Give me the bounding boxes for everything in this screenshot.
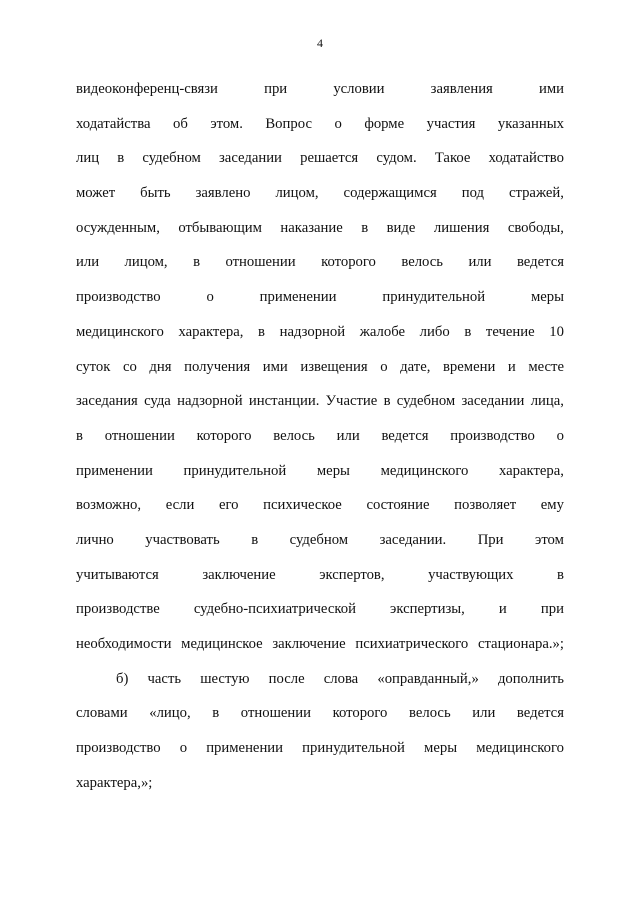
word: лично xyxy=(76,531,114,548)
word: принудительной xyxy=(382,289,486,306)
word: характера, xyxy=(178,323,244,340)
word: о xyxy=(206,289,214,306)
text-line xyxy=(76,211,564,246)
word: быть xyxy=(140,185,171,202)
word: При xyxy=(477,531,504,548)
word: или xyxy=(472,705,496,722)
word: в xyxy=(361,219,369,236)
word: велось xyxy=(409,705,451,722)
word: судебно-психиатрической xyxy=(193,601,356,618)
word: под xyxy=(461,185,484,202)
word: ему xyxy=(540,497,564,514)
word: принудительной xyxy=(183,462,287,479)
word: применении xyxy=(76,462,153,479)
word: заявления xyxy=(430,81,493,97)
word: велось xyxy=(401,254,443,271)
word: в xyxy=(258,323,265,340)
word: его xyxy=(218,497,239,514)
word: надзорной xyxy=(177,393,243,410)
word: учитываются xyxy=(76,566,159,583)
word: извещения xyxy=(300,358,368,375)
word: производство xyxy=(76,289,161,306)
word: 10 xyxy=(549,323,564,340)
word: меры xyxy=(530,289,564,306)
word: или xyxy=(336,427,360,444)
word: ведется xyxy=(516,254,564,271)
word: психиатрического xyxy=(355,636,469,652)
word: ходатайство xyxy=(488,150,564,167)
word: дня xyxy=(149,358,172,375)
word: ведется xyxy=(516,705,564,722)
word: состояние xyxy=(366,497,430,514)
word: этом. xyxy=(210,115,243,132)
word: судебном xyxy=(289,531,349,548)
word: форме xyxy=(364,115,405,132)
word: психическое xyxy=(263,497,342,514)
word: о xyxy=(334,115,342,132)
word: судебном xyxy=(396,393,456,410)
word: б) xyxy=(116,670,129,687)
word: заседании xyxy=(461,393,525,410)
word: ими xyxy=(262,358,288,375)
text-line xyxy=(76,107,564,142)
word: возможно, xyxy=(76,497,142,514)
text-line xyxy=(76,592,564,627)
word: о xyxy=(179,740,188,757)
word: указанных xyxy=(497,115,564,132)
word: со xyxy=(122,358,137,375)
word: либо xyxy=(419,323,450,340)
word: этом xyxy=(535,531,564,548)
word: виде xyxy=(386,219,416,236)
page-number: 4 xyxy=(317,36,323,50)
word: экспертизы, xyxy=(390,601,465,618)
word: отбывающим xyxy=(178,219,262,236)
word: заявлено xyxy=(195,185,251,202)
word: судом. xyxy=(376,150,417,167)
word: характера, xyxy=(499,462,564,479)
word: если xyxy=(165,497,195,514)
word: дате, xyxy=(400,358,431,375)
word: в xyxy=(383,393,391,410)
word: которого xyxy=(196,427,252,444)
word: свободы, xyxy=(507,219,564,236)
word: в xyxy=(117,150,125,167)
text-line xyxy=(76,696,564,731)
text-line xyxy=(76,141,564,176)
word: лиц xyxy=(76,150,100,167)
word: ведется xyxy=(381,427,429,444)
text-line xyxy=(76,280,564,315)
word: экспертов, xyxy=(319,566,385,583)
word: применении xyxy=(206,740,284,757)
text-line xyxy=(76,523,564,558)
word: меры xyxy=(316,462,350,479)
word: получения xyxy=(184,358,251,375)
word: решается xyxy=(300,150,359,167)
word: медицинского xyxy=(476,740,564,757)
word: времени xyxy=(442,358,496,375)
word: заключение xyxy=(272,636,346,652)
text-line xyxy=(76,384,564,419)
text-line xyxy=(76,245,564,280)
word: об xyxy=(173,115,188,132)
word: стражей, xyxy=(508,185,564,202)
word: видеоконференц-связи xyxy=(76,81,218,97)
word: условии xyxy=(333,81,385,97)
word: Вопрос xyxy=(265,115,312,132)
word: после xyxy=(268,670,305,687)
text-line xyxy=(76,627,564,662)
word: наказание xyxy=(280,219,343,236)
word: производство xyxy=(450,427,535,444)
word: судебном xyxy=(142,150,201,167)
text-line xyxy=(76,72,564,107)
word: может xyxy=(76,185,116,202)
word: отношении xyxy=(225,254,296,271)
word: инстанции. xyxy=(248,393,320,410)
word: «оправданный,» xyxy=(377,670,479,687)
text-line xyxy=(76,419,564,454)
word: медицинское xyxy=(181,636,263,652)
word: Такое xyxy=(434,150,471,167)
word: шестую xyxy=(200,670,250,687)
word: отношении xyxy=(104,427,175,444)
word: содержащимся xyxy=(343,185,437,202)
word: суток xyxy=(76,358,111,375)
text-line xyxy=(76,488,564,523)
word: позволяет xyxy=(454,497,517,514)
word: дополнить xyxy=(497,670,564,687)
word: лишения xyxy=(433,219,490,236)
word: в xyxy=(212,705,220,722)
word: участия xyxy=(426,115,476,132)
word: суда xyxy=(144,393,171,410)
word: словами xyxy=(76,705,128,722)
word: месте xyxy=(528,358,564,375)
word: производство xyxy=(76,740,161,757)
word: осужденным, xyxy=(76,219,160,236)
word: ими xyxy=(538,81,564,97)
word: в xyxy=(464,323,472,340)
word: необходимости xyxy=(76,636,172,652)
word: в xyxy=(193,254,200,271)
word: и xyxy=(507,358,516,375)
word: отношении xyxy=(240,705,311,722)
word: медицинского xyxy=(380,462,469,479)
word: о xyxy=(556,427,564,444)
word: стационара.»; xyxy=(477,636,564,652)
word: при xyxy=(264,81,288,97)
word: в xyxy=(76,427,83,444)
word: медицинского xyxy=(76,323,164,340)
word: или xyxy=(468,254,492,271)
word: применении xyxy=(259,289,337,306)
word: при xyxy=(540,601,564,618)
text-line xyxy=(76,176,564,211)
text-line xyxy=(76,662,564,697)
word: Участие xyxy=(325,393,378,410)
word: и xyxy=(498,601,507,618)
document-body xyxy=(76,72,564,800)
word: характера,»; xyxy=(76,774,153,791)
word: участвовать xyxy=(145,531,220,548)
word: в xyxy=(557,566,564,583)
word: или xyxy=(76,254,100,271)
word: заседании xyxy=(219,150,282,167)
word: о xyxy=(380,358,388,375)
word: производстве xyxy=(76,601,160,618)
word: жалобе xyxy=(359,323,406,340)
text-line xyxy=(76,315,564,350)
word: участвующих xyxy=(428,566,514,583)
word: которого xyxy=(332,705,388,722)
word: велось xyxy=(273,427,315,444)
word: часть xyxy=(147,670,182,687)
text-line xyxy=(76,454,564,489)
word: заседания xyxy=(76,393,138,410)
word: которого xyxy=(321,254,376,271)
word: надзорной xyxy=(279,323,346,340)
word: лица, xyxy=(530,393,564,410)
text-line xyxy=(76,731,564,766)
word: лицом, xyxy=(275,185,319,202)
word: в xyxy=(251,531,259,548)
word: меры xyxy=(424,740,458,757)
word: слова xyxy=(323,670,359,687)
word: заключение xyxy=(202,566,276,583)
word: заседании. xyxy=(379,531,447,548)
text-line xyxy=(76,558,564,593)
word: принудительной xyxy=(302,740,405,757)
text-line xyxy=(76,350,564,385)
word: «лицо, xyxy=(149,705,191,722)
word: ходатайства xyxy=(76,115,151,132)
text-line xyxy=(76,766,564,801)
word: лицом, xyxy=(124,254,168,271)
word: течение xyxy=(485,323,535,340)
